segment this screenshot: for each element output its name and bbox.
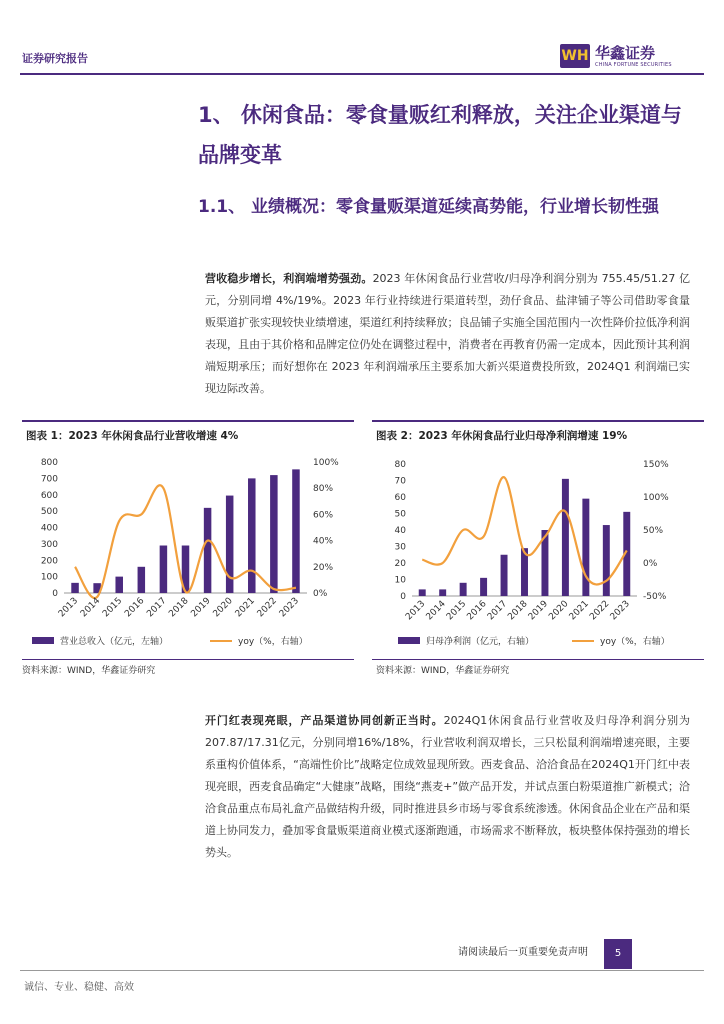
x-tick-label: 2018 <box>167 596 191 620</box>
logo-en-text: CHINA FORTUNE SECURITIES <box>595 61 672 68</box>
x-tick-label: 2015 <box>101 596 125 620</box>
paragraph-2-body: 2024Q1休闲食品行业营收及归母净利润分别为207.87/17.31亿元，分别同增16%/18%，行业营收利润双增长，三只松鼠利润端增速亮眼，主要系重构价值体系，“高端性价比”战略定位成效显现所致。西麦食品、洽洽食品在2024Q1开门红中表现亮眼，西麦食品确定“大健康”战略，围绕“燕麦+”做产品开发，并试点蛋白粉渠道推广新模式；洽洽食品重点布局礼盒产品做结构升级，同时推进县乡市场与零食系统渗透。休闲食品企业在产品和渠道上协同发力，叠加零食量贩渠道商业模式逐渐跑通，市场需求不断释放，板块整体保持强劲的增长势头。 <box>205 714 691 859</box>
y-right-tick-label: 60% <box>313 510 334 521</box>
y-left-tick-label: 0 <box>52 589 58 599</box>
y-left-tick-label: 700 <box>40 474 58 485</box>
chart-1-title: 图表 1：2023 年休闲食品行业营收增速 4% <box>26 430 239 442</box>
y-left-tick-label: 400 <box>40 523 58 534</box>
legend-bar-label: 营业总收入（亿元，左轴） <box>60 637 169 647</box>
x-tick-label: 2015 <box>444 599 469 623</box>
y-left-tick-label: 600 <box>40 490 58 501</box>
paragraph-1-body: 2023 年休闲食品行业营收/归母净利润分别为 755.45/51.27 亿元，分别同增 4%/19%。2023 年行业持续进行渠道转型，劲仔食品、盐津铺子等公司借助零食量贩渠道扩张实现较快业绩增速，渠道红利持续释放；良品铺子实施全国范围内一次性降价拉低净利润表现，且由于其价格和品牌定位仍处在调整过程中，消费者在再教育仍需一定成本，因此预计其利润端短期承压；而好想你在 2023 年利润端承压主要系加大新兴渠道费投所致，2024Q1 利润端已实现边际改善。 <box>205 272 691 395</box>
y-right-tick-label: 50% <box>643 526 664 536</box>
bar <box>501 555 508 596</box>
y-left-tick-label: 100 <box>40 572 58 583</box>
section-heading-1: 1、 休闲食品：零食量贩红利释放，关注企业渠道与品牌变革 <box>198 103 682 167</box>
x-tick-label: 2019 <box>526 599 551 623</box>
paragraph-1 <box>205 268 690 400</box>
report-label: 证券研究报告 <box>22 52 88 65</box>
logo-mark-icon: WH <box>560 44 590 68</box>
x-tick-label: 2023 <box>277 596 302 620</box>
y-left-tick-label: 60 <box>394 493 406 503</box>
footer-motto: 诚信、专业、稳健、高效 <box>24 982 134 993</box>
x-tick-label: 2020 <box>547 599 571 623</box>
y-right-tick-label: 100% <box>313 458 339 468</box>
bar <box>160 546 168 593</box>
bar <box>71 583 79 593</box>
x-tick-label: 2017 <box>485 599 510 623</box>
x-tick-label: 2018 <box>506 599 530 623</box>
bar <box>138 567 146 593</box>
y-left-tick-label: 200 <box>40 556 58 567</box>
y-right-tick-label: 0% <box>313 589 328 599</box>
x-tick-label: 2016 <box>123 596 147 620</box>
chart-2-svg <box>372 422 704 662</box>
chart-1 <box>22 420 354 660</box>
bar <box>419 589 426 596</box>
y-left-tick-label: 80 <box>394 460 406 470</box>
x-tick-label: 2017 <box>145 596 169 620</box>
disclaimer-link[interactable]: 请阅读最后一页重要免责声明 <box>458 947 588 958</box>
chart-1-source: 资料来源：WIND，华鑫证券研究 <box>22 666 156 676</box>
x-tick-label: 2019 <box>189 596 213 620</box>
bar <box>439 589 446 596</box>
logo-cn-text: 华鑫证券 <box>595 43 656 62</box>
chart-2-title: 图表 2：2023 年休闲食品行业归母净利润增速 19% <box>376 430 628 442</box>
bar <box>562 479 569 596</box>
paragraph-2 <box>205 710 690 864</box>
x-tick-label: 2022 <box>255 596 279 620</box>
page-number: 5 <box>604 939 632 969</box>
x-tick-label: 2020 <box>211 596 235 620</box>
bar <box>603 525 610 596</box>
y-left-tick-label: 500 <box>40 507 58 518</box>
header-divider <box>20 73 704 75</box>
bar <box>115 577 123 593</box>
y-left-tick-label: 40 <box>394 526 406 536</box>
bar <box>270 475 278 593</box>
bar <box>248 478 256 593</box>
legend-bar-swatch <box>32 637 54 644</box>
y-left-tick-label: 30 <box>394 542 406 553</box>
y-left-tick-label: 50 <box>394 509 406 520</box>
y-left-tick-label: 20 <box>394 559 406 569</box>
paragraph-1-lead: 营收稳步增长，利润端增势强劲。 <box>205 272 373 285</box>
x-tick-label: 2014 <box>424 599 448 623</box>
x-tick-label: 2022 <box>588 599 612 623</box>
y-left-tick-label: 300 <box>40 539 58 550</box>
legend-line-label: yoy（%，右轴） <box>238 637 308 647</box>
y-right-tick-label: 100% <box>643 493 669 503</box>
bar <box>204 508 212 593</box>
chart-2 <box>372 420 704 660</box>
chart-2-source: 资料来源：WIND，华鑫证券研究 <box>376 666 510 676</box>
company-logo <box>560 44 672 68</box>
y-right-tick-label: 150% <box>643 460 669 470</box>
x-tick-label: 2014 <box>78 596 103 620</box>
legend-bar-label: 归母净利润（亿元，右轴） <box>426 637 535 647</box>
legend-line-label: yoy（%，右轴） <box>600 637 670 647</box>
paragraph-2-lead: 开门红表现亮眼，产品渠道协同创新正当时。 <box>205 714 444 727</box>
y-left-tick-label: 70 <box>394 476 406 487</box>
bar <box>480 578 487 596</box>
x-tick-label: 2021 <box>567 599 591 623</box>
y-right-tick-label: 20% <box>313 562 334 573</box>
chart-1-svg <box>22 422 354 662</box>
y-right-tick-label: 0% <box>643 559 658 569</box>
y-right-tick-label: 80% <box>313 484 334 495</box>
x-tick-label: 2013 <box>404 599 428 623</box>
y-left-tick-label: 10 <box>394 575 406 586</box>
bar <box>292 469 300 593</box>
x-tick-label: 2021 <box>233 596 257 620</box>
bar <box>460 583 467 596</box>
y-right-tick-label: -50% <box>643 592 667 602</box>
x-tick-label: 2023 <box>608 599 632 623</box>
y-right-tick-label: 40% <box>313 536 334 547</box>
legend-bar-swatch <box>398 637 420 644</box>
footer-divider <box>20 970 704 971</box>
x-tick-label: 2013 <box>56 596 81 620</box>
section-heading-1-1: 1.1、 业绩概况：零食量贩渠道延续高势能，行业增长韧性强 <box>198 197 660 217</box>
y-left-tick-label: 800 <box>40 458 58 468</box>
x-tick-label: 2016 <box>465 599 489 623</box>
y-left-tick-label: 0 <box>400 592 406 602</box>
